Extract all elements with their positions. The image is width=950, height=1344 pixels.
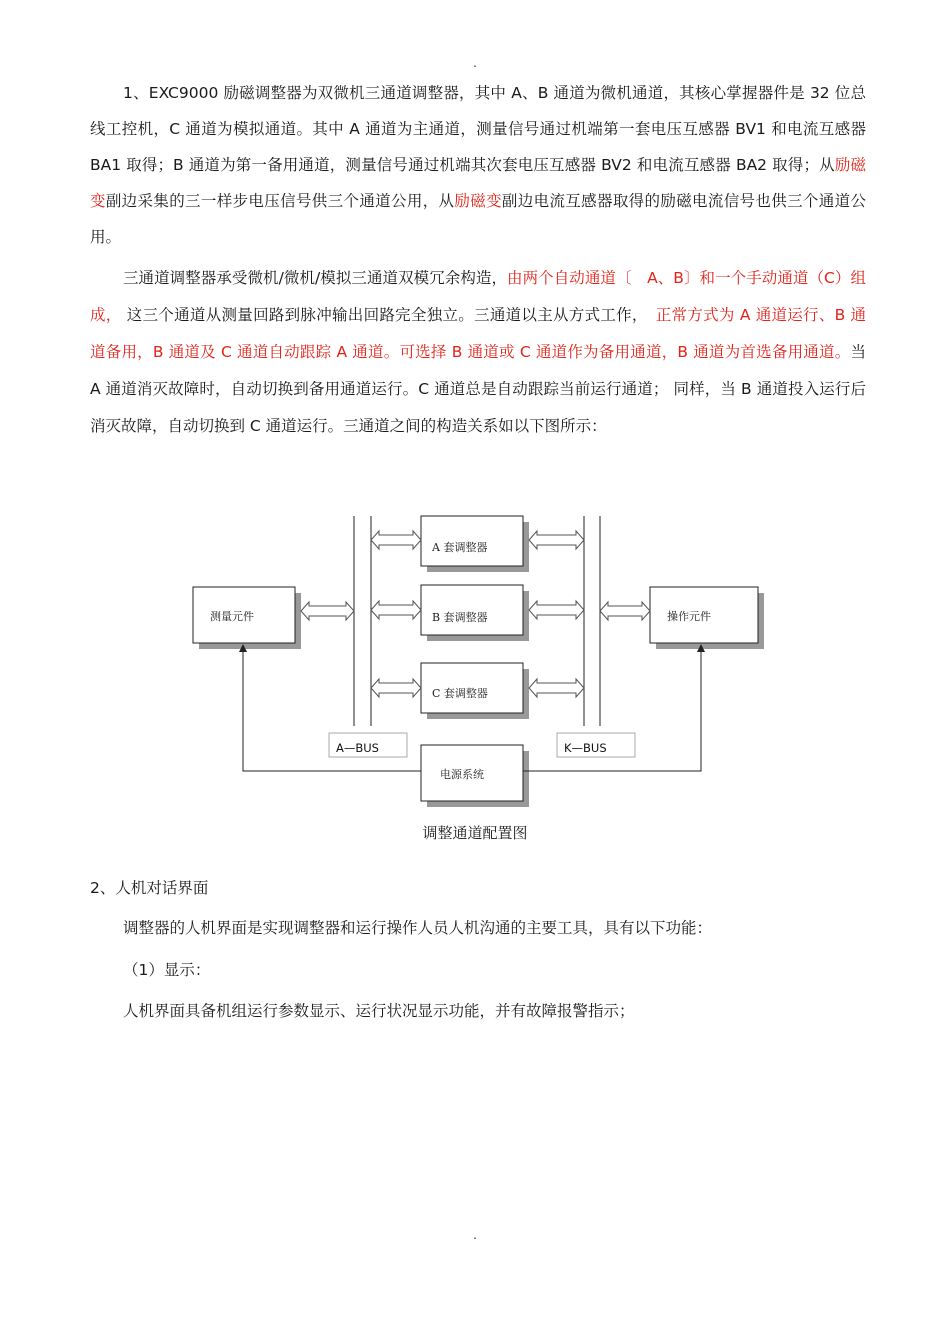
a-bus-label-box	[329, 733, 407, 757]
p1-highlight-1: 励磁变	[90, 156, 866, 210]
p2-text-e: 当 A 通道消灭故障时，自动切换到备用通道运行。C 通道总是自动跟踪当前运行通道； 同样，当 B 通道投入运行后消灭故障，自动切换到 C 通道运行。三通道之间的构造关系如以下图所示：	[90, 343, 882, 435]
operate-element-label: 操作元件	[667, 610, 711, 623]
arrow-abus-regb	[371, 601, 421, 619]
power-system-label: 电源系统	[440, 768, 484, 781]
p2-text-a: 三通道调整器承受微机/微机/模拟三通道双模冗余构造，	[123, 269, 508, 287]
section-2-item-1: （1）显示：	[123, 961, 211, 979]
p2-text-c: 这三个通道从测量回路到脉冲输出回路完全独立。三通道以主从方式工作，	[121, 306, 656, 324]
arrow-regb-kbus	[529, 601, 584, 619]
arrow-measure-bus	[301, 602, 354, 620]
paragraph-1	[90, 75, 866, 255]
k-bus-label-box	[557, 733, 635, 757]
arrow-abus-regc	[371, 679, 421, 697]
paragraph-2	[90, 260, 882, 445]
channel-config-diagram	[0, 500, 950, 820]
regulator-c-label: C 套调整器	[432, 687, 488, 700]
p1-text-c: 副边采集的三一样步电压信号供三个通道公用，从	[105, 192, 455, 210]
arrow-rega-kbus	[529, 531, 584, 549]
regulator-a-box	[421, 516, 529, 572]
section-2-heading: 2、人机对话界面	[90, 879, 209, 897]
header-mark: .	[473, 56, 477, 70]
power-system-box	[421, 745, 529, 807]
measure-element-box	[193, 587, 301, 649]
regulator-b-box	[421, 585, 529, 641]
measure-element-label: 测量元件	[210, 610, 254, 623]
footer-mark: .	[473, 1228, 477, 1242]
p1-highlight-2: 励磁变	[454, 192, 502, 210]
diagram-caption: 调整通道配置图	[422, 824, 528, 842]
arrow-regc-kbus	[529, 679, 584, 697]
regulator-a-label: A 套调整器	[432, 541, 488, 554]
k-bus-label: K—BUS	[564, 741, 607, 755]
arrow-abus-rega	[371, 531, 421, 549]
regulator-c-box	[421, 663, 529, 719]
operate-element-box	[650, 587, 764, 649]
p2-highlight-2: 正常方式为 A 通道运行、B 通道备用，B 通道及 C 通道自动跟踪 A 通道。可选择 B 通道或 C 通道作为备用通道，B 通道为首选备用通道。	[90, 306, 866, 361]
p1-text-e: 副边电流互感器取得的励磁电流信号也供三个通道公用。	[90, 192, 866, 246]
p2-highlight-1: 由两个自动通道〔 A、B〕和一个手动通道（C）组成，	[90, 269, 866, 324]
section-2-item-1-text: 人机界面具备机组运行参数显示、运行状况显示功能，并有故障报警指示；	[123, 1002, 635, 1020]
a-bus-label: A—BUS	[336, 741, 379, 755]
section-2-intro: 调整器的人机界面是实现调整器和运行操作人员人机沟通的主要工具，具有以下功能：	[123, 919, 713, 937]
regulator-b-label: B 套调整器	[432, 611, 488, 624]
arrow-kbus-operate	[600, 602, 650, 620]
p1-text-a: 1、EXC9000 励磁调整器为双微机三通道调整器，其中 A、B 通道为微机通道，其核心掌握器件是 32 位总线工控机，C 通道为模拟通道。其中 A 通道为主通道，测量信号通过机端第一套电压互感器 BV1 和电流互感器 BA1 取得；B 通道为第一备用通道，测量信号通过机端其次套电压互感器 BV2 和电流互感器 BA2 取得；从	[90, 84, 866, 174]
